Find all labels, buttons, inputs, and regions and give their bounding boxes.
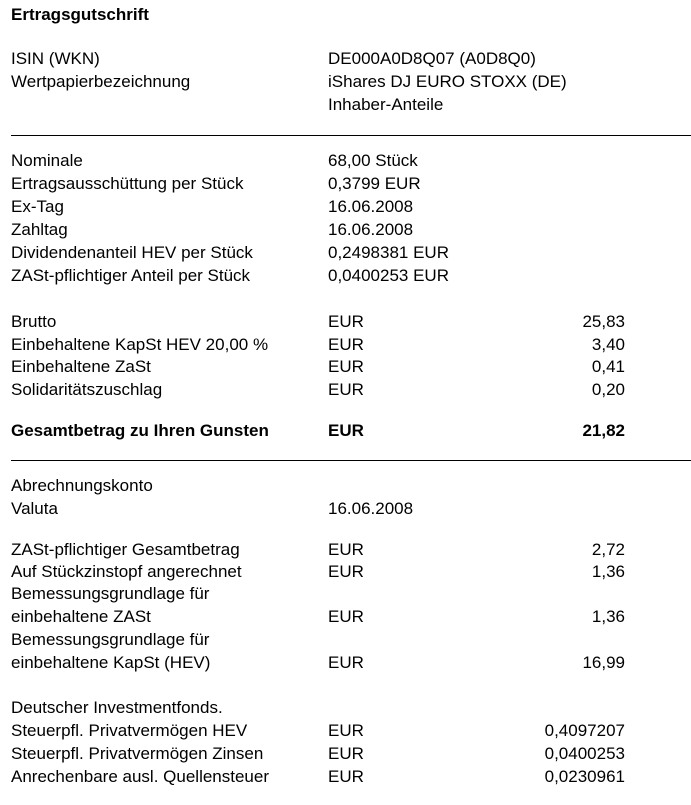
row-amount: 16,99 (582, 653, 625, 672)
row-label: einbehaltene KapSt (HEV) (11, 653, 211, 672)
row-amount: 25,83 (582, 312, 625, 331)
total-currency: EUR (328, 421, 364, 440)
total-label: Gesamtbetrag zu Ihren Gunsten (11, 421, 269, 440)
divider (11, 460, 691, 461)
row-currency: EUR (328, 540, 364, 559)
detail-row (0, 218, 691, 241)
amount-row (0, 378, 691, 401)
total-row (0, 419, 691, 442)
row-currency: EUR (328, 721, 364, 740)
row-amount: 1,36 (591, 562, 625, 581)
row-value: 16.06.2008 (328, 220, 414, 239)
fund-row (0, 719, 691, 742)
row-label: Valuta (11, 499, 58, 518)
row-currency: EUR (328, 607, 364, 626)
row-label: Steuerpfl. Privatvermögen Zinsen (11, 744, 264, 763)
row-label: Bemessungsgrundlage für (11, 584, 210, 603)
row-amount: 0,0400253 (544, 744, 625, 763)
row-currency: EUR (328, 380, 364, 399)
account-row (0, 474, 691, 497)
row-amount: 3,40 (591, 335, 625, 354)
detail-row (0, 241, 691, 264)
row-label: Einbehaltene KapSt HEV 20,00 % (11, 335, 269, 354)
row-amount: 2,72 (591, 540, 625, 559)
row-currency: EUR (328, 335, 364, 354)
row-currency: EUR (328, 562, 364, 581)
document-title: Ertragsgutschrift (11, 5, 149, 24)
row-amount: 1,36 (591, 607, 625, 626)
tax-row (0, 628, 691, 651)
detail-row (0, 149, 691, 172)
tax-row (0, 538, 691, 561)
tax-row (0, 605, 691, 628)
tax-row (0, 651, 691, 674)
amount-row (0, 355, 691, 378)
amount-row (0, 333, 691, 356)
fund-row (0, 696, 691, 719)
detail-row (0, 264, 691, 287)
detail-row (0, 172, 691, 195)
divider (11, 135, 691, 136)
row-value: 0,2498381 EUR (328, 243, 449, 262)
detail-row (0, 195, 691, 218)
row-value: 68,00 Stück (328, 151, 418, 170)
row-amount: 0,41 (591, 357, 625, 376)
row-label: Bemessungsgrundlage für (11, 630, 210, 649)
row-label: Abrechnungskonto (11, 476, 153, 495)
row-amount: 0,20 (591, 380, 625, 399)
fund-row (0, 742, 691, 765)
isin-row (0, 47, 691, 70)
row-label: Ex-Tag (11, 197, 64, 216)
row-currency: EUR (328, 357, 364, 376)
total-amount: 21,82 (582, 421, 625, 440)
row-label: Ertragsausschüttung per Stück (11, 174, 244, 193)
amount-row (0, 310, 691, 333)
row-label: ZASt-pflichtiger Anteil per Stück (11, 266, 251, 285)
row-value: 16.06.2008 (328, 499, 414, 518)
security-type-row (0, 93, 691, 116)
row-label: Deutscher Investmentfonds. (11, 698, 223, 717)
fund-row (0, 765, 691, 788)
row-label: Nominale (11, 151, 83, 170)
row-label: ZASt-pflichtiger Gesamtbetrag (11, 540, 240, 559)
row-label: Einbehaltene ZaSt (11, 357, 151, 376)
security-name-row (0, 70, 691, 93)
row-value: 0,3799 EUR (328, 174, 421, 193)
row-label: ISIN (WKN) (11, 49, 100, 68)
row-amount: 0,4097207 (544, 721, 625, 740)
row-label: Brutto (11, 312, 57, 331)
row-value: DE000A0D8Q07 (A0D8Q0) (328, 49, 536, 68)
valuta-row (0, 497, 691, 520)
row-label: Wertpapierbezeichnung (11, 72, 191, 91)
row-currency: EUR (328, 744, 364, 763)
row-currency: EUR (328, 767, 364, 786)
row-label: Zahltag (11, 220, 68, 239)
row-label: Anrechenbare ausl. Quellensteuer (11, 767, 269, 786)
row-amount: 0,0230961 (544, 767, 625, 786)
tax-row (0, 582, 691, 605)
row-label: Auf Stückzinstopf angerechnet (11, 562, 242, 581)
row-label: Solidaritätszuschlag (11, 380, 163, 399)
row-value: iShares DJ EURO STOXX (DE) (328, 72, 567, 91)
row-label: einbehaltene ZASt (11, 607, 151, 626)
row-currency: EUR (328, 312, 364, 331)
row-label: Dividendenanteil HEV per Stück (11, 243, 253, 262)
row-label: Steuerpfl. Privatvermögen HEV (11, 721, 248, 740)
row-value: Inhaber-Anteile (328, 95, 444, 114)
row-value: 0,0400253 EUR (328, 266, 449, 285)
row-currency: EUR (328, 653, 364, 672)
tax-row (0, 560, 691, 583)
row-value: 16.06.2008 (328, 197, 414, 216)
